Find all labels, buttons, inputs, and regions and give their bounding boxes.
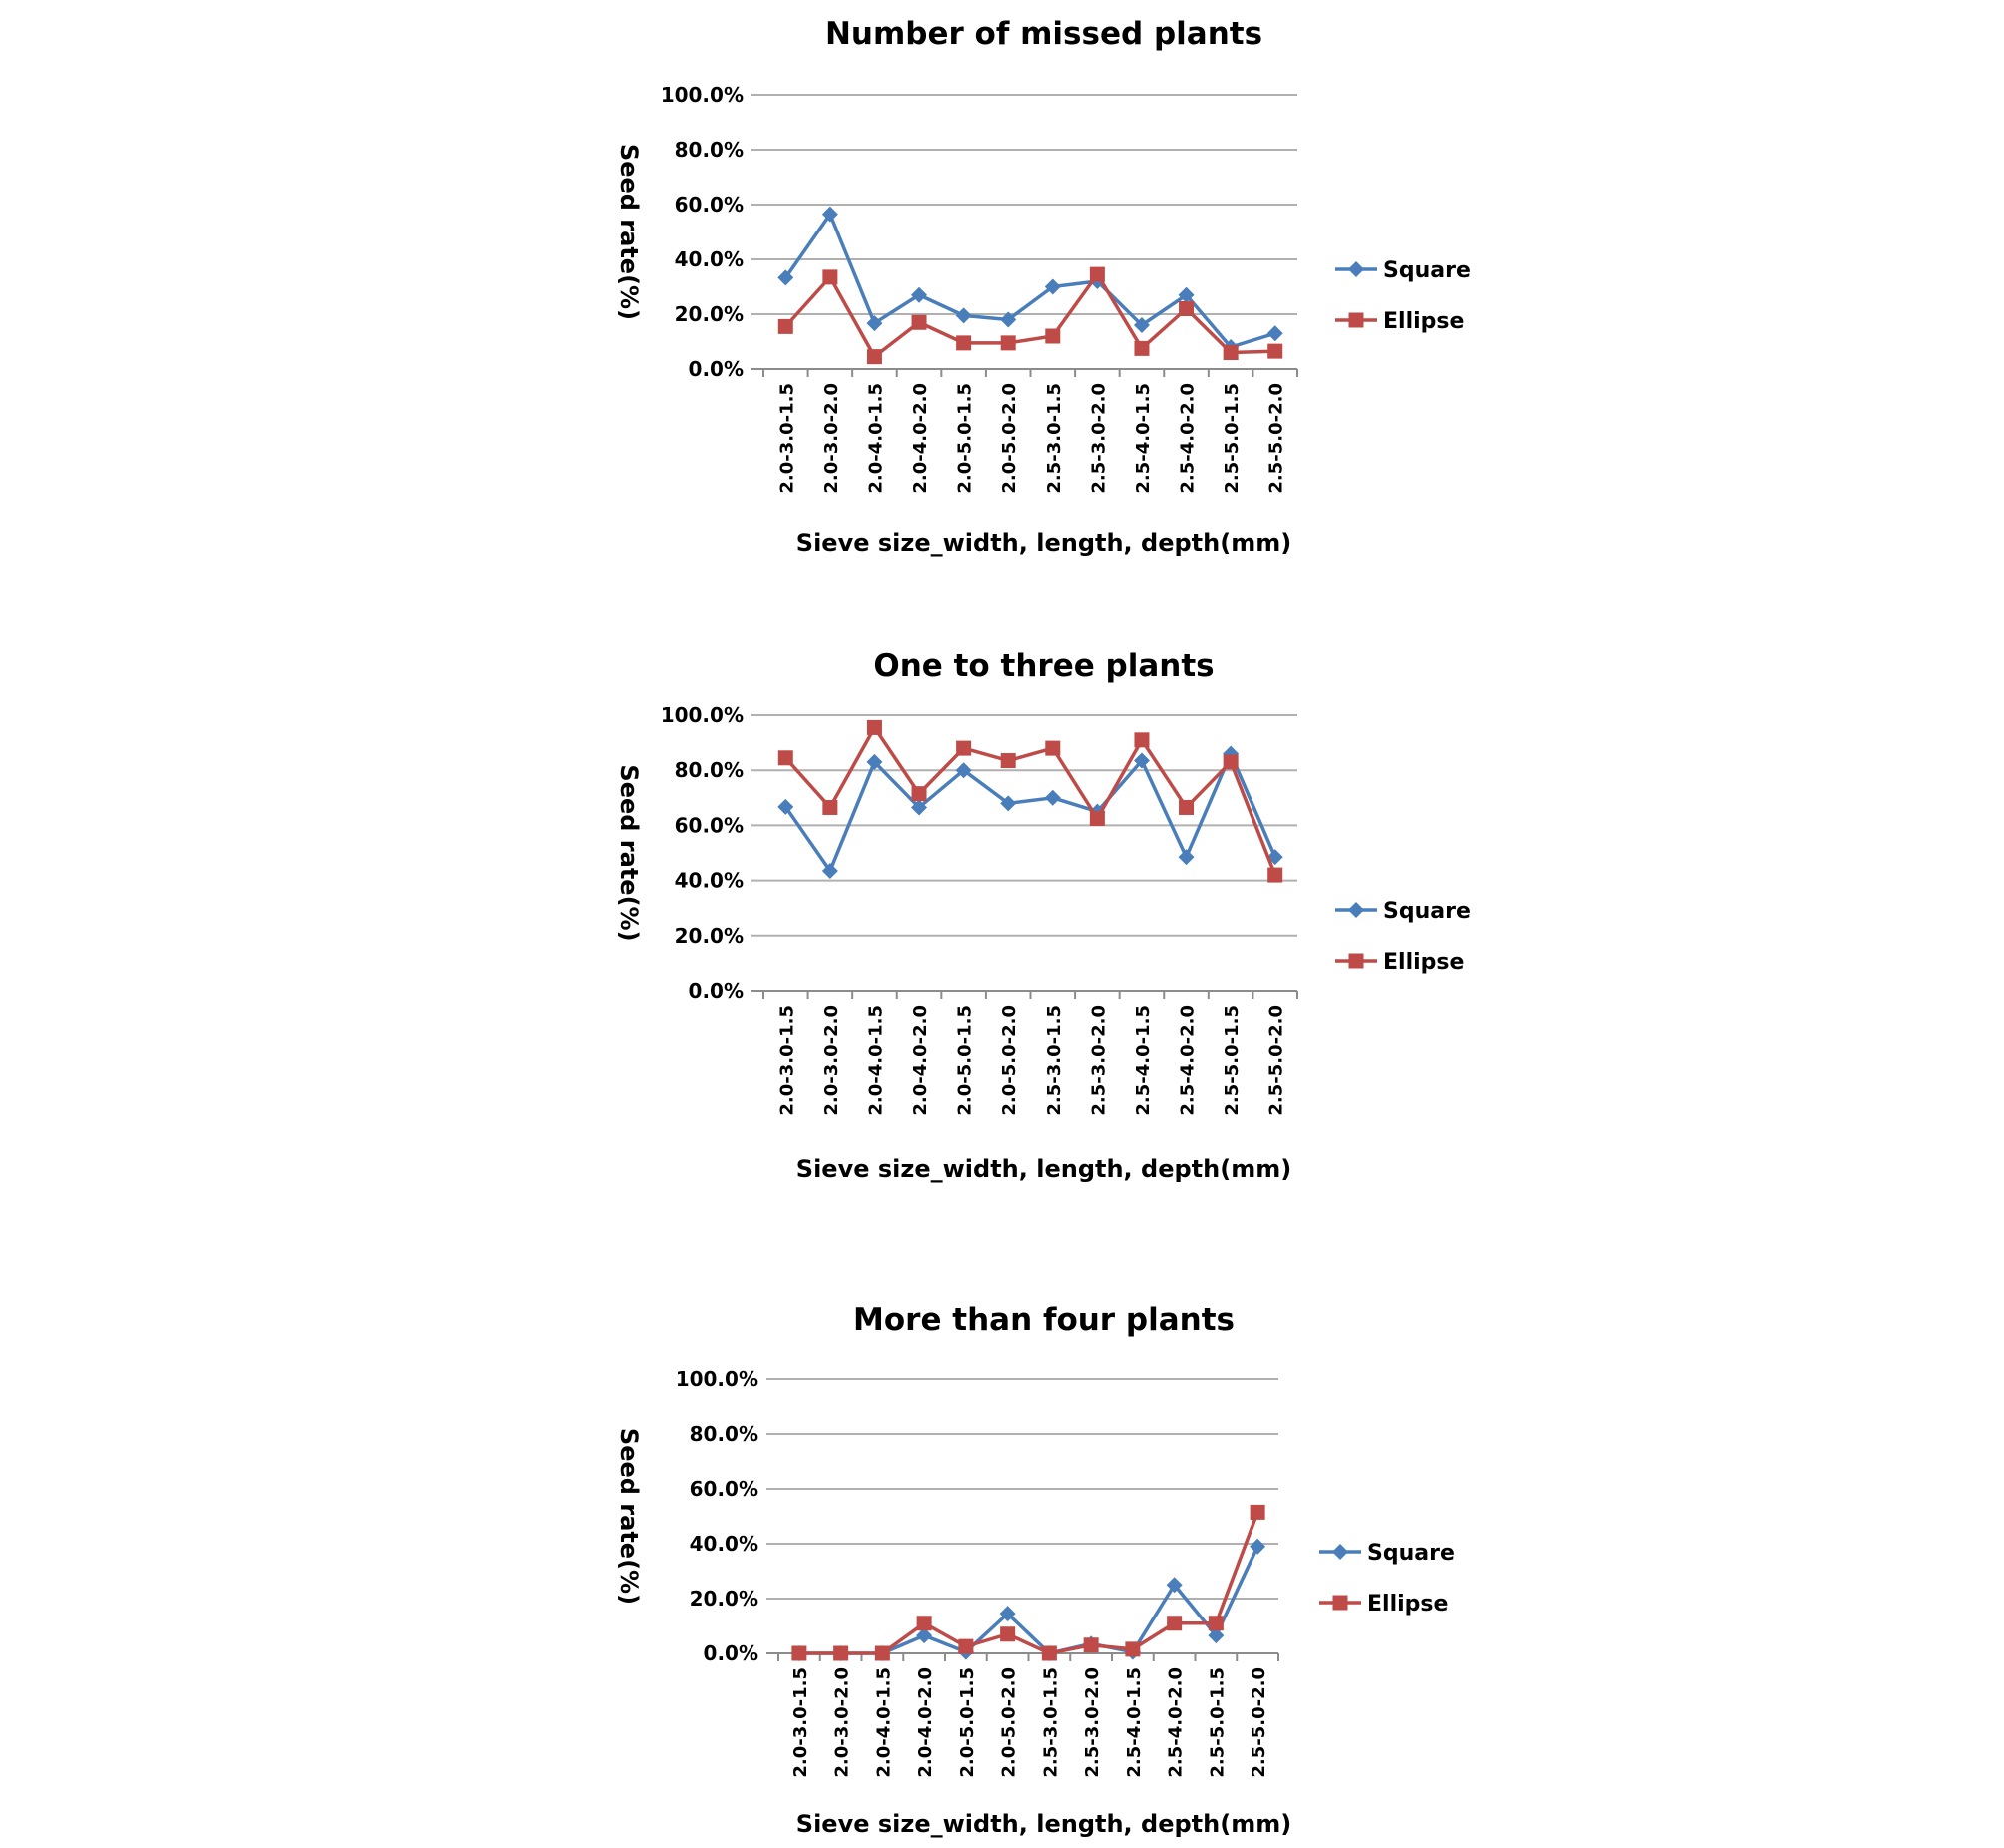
x-tick-label: 2.0-5.0-2.0 bbox=[998, 1667, 1020, 1778]
legend-marker-square bbox=[1348, 902, 1364, 918]
data-point-ellipse bbox=[1224, 345, 1239, 360]
chart-title: More than four plants bbox=[853, 1302, 1235, 1338]
x-tick-label: 2.0-3.0-1.5 bbox=[776, 1005, 798, 1116]
x-tick-label: 2.0-3.0-2.0 bbox=[820, 1005, 842, 1116]
x-tick-label: 2.0-5.0-2.0 bbox=[999, 1004, 1021, 1116]
y-tick-label: 100.0% bbox=[660, 83, 744, 107]
data-point-ellipse bbox=[1042, 1646, 1057, 1661]
data-point-ellipse bbox=[1209, 1616, 1224, 1630]
x-tick-label: 2.0-4.0-1.5 bbox=[873, 1667, 895, 1778]
chart-title: One to three plants bbox=[873, 648, 1215, 684]
y-tick-label: 100.0% bbox=[660, 703, 744, 727]
data-point-ellipse bbox=[1224, 754, 1239, 769]
data-point-ellipse bbox=[1001, 753, 1016, 768]
x-tick-label: 2.5-3.0-2.0 bbox=[1088, 1005, 1110, 1116]
data-point-ellipse bbox=[1084, 1637, 1099, 1652]
x-tick-label: 2.5-4.0-2.0 bbox=[1177, 383, 1199, 494]
x-axis-title: Sieve size_width, length, depth(mm) bbox=[795, 1155, 1292, 1183]
data-point-ellipse bbox=[1090, 267, 1105, 282]
x-tick-label: 2.0-3.0-2.0 bbox=[831, 1667, 853, 1778]
data-point-ellipse bbox=[1179, 301, 1194, 316]
x-axis-title: Sieve size_width, length, depth(mm) bbox=[795, 529, 1292, 557]
legend-label-ellipse: Ellipse bbox=[1383, 309, 1465, 334]
y-tick-label: 20.0% bbox=[689, 1587, 758, 1611]
x-tick-label: 2.5-4.0-2.0 bbox=[1165, 1667, 1187, 1778]
x-tick-label: 2.5-5.0-1.5 bbox=[1222, 383, 1244, 494]
x-tick-label: 2.5-4.0-2.0 bbox=[1177, 1005, 1199, 1116]
data-point-ellipse bbox=[917, 1616, 932, 1630]
legend-label-square: Square bbox=[1367, 1541, 1455, 1566]
x-tick-label: 2.5-5.0-2.0 bbox=[1249, 1667, 1270, 1778]
data-point-ellipse bbox=[1000, 1626, 1015, 1641]
data-point-ellipse bbox=[912, 786, 927, 801]
series-line-square bbox=[799, 1547, 1257, 1653]
data-point-ellipse bbox=[912, 315, 927, 330]
data-point-square bbox=[1179, 849, 1195, 865]
x-tick-label: 2.0-3.0-1.5 bbox=[789, 1667, 811, 1778]
data-point-ellipse bbox=[778, 750, 793, 765]
y-tick-label: 0.0% bbox=[688, 357, 744, 381]
data-point-square bbox=[956, 307, 972, 323]
more-than-four-plants-chart bbox=[0, 1231, 2004, 1847]
data-point-ellipse bbox=[1090, 811, 1105, 826]
x-tick-label: 2.5-3.0-1.5 bbox=[1040, 1667, 1062, 1778]
x-tick-label: 2.5-4.0-1.5 bbox=[1132, 1005, 1154, 1116]
x-tick-label: 2.0-5.0-1.5 bbox=[956, 1667, 978, 1778]
legend-marker-ellipse bbox=[1349, 313, 1364, 328]
y-tick-label: 40.0% bbox=[674, 247, 744, 271]
data-point-square bbox=[1250, 1539, 1265, 1555]
x-tick-label: 2.5-5.0-1.5 bbox=[1207, 1667, 1229, 1778]
x-tick-label: 2.5-3.0-2.0 bbox=[1088, 383, 1110, 494]
data-point-ellipse bbox=[1167, 1616, 1182, 1630]
y-tick-label: 40.0% bbox=[674, 868, 744, 893]
y-tick-label: 60.0% bbox=[674, 813, 744, 838]
data-point-ellipse bbox=[956, 335, 971, 350]
one-to-three-plants-chart bbox=[0, 616, 2004, 1231]
x-tick-label: 2.5-4.0-1.5 bbox=[1132, 383, 1154, 494]
y-axis-title: Seed rate(%) bbox=[615, 1427, 643, 1606]
x-tick-label: 2.0-4.0-2.0 bbox=[910, 383, 932, 494]
x-tick-label: 2.5-5.0-2.0 bbox=[1265, 383, 1287, 494]
y-tick-label: 40.0% bbox=[689, 1532, 758, 1556]
x-tick-label: 2.5-5.0-1.5 bbox=[1222, 1005, 1244, 1116]
x-tick-label: 2.5-5.0-2.0 bbox=[1265, 1005, 1287, 1116]
x-axis-title: Sieve size_width, length, depth(mm) bbox=[795, 1810, 1292, 1838]
data-point-ellipse bbox=[822, 269, 837, 284]
data-point-ellipse bbox=[956, 741, 971, 756]
y-tick-label: 60.0% bbox=[674, 193, 744, 217]
y-tick-label: 80.0% bbox=[674, 758, 744, 783]
data-point-square bbox=[1045, 790, 1061, 806]
data-point-ellipse bbox=[822, 800, 837, 815]
data-point-ellipse bbox=[875, 1646, 890, 1661]
x-tick-label: 2.0-4.0-1.5 bbox=[865, 383, 887, 494]
x-tick-label: 2.5-3.0-2.0 bbox=[1082, 1667, 1104, 1778]
y-tick-label: 0.0% bbox=[688, 979, 744, 1003]
y-axis-title: Seed rate(%) bbox=[615, 143, 643, 321]
data-point-ellipse bbox=[1134, 341, 1149, 356]
data-point-ellipse bbox=[867, 349, 882, 364]
data-point-ellipse bbox=[958, 1639, 973, 1654]
y-tick-label: 80.0% bbox=[674, 138, 744, 162]
x-tick-label: 2.5-3.0-1.5 bbox=[1043, 1005, 1065, 1116]
x-tick-label: 2.5-3.0-1.5 bbox=[1043, 383, 1065, 494]
data-point-ellipse bbox=[1267, 344, 1282, 359]
data-point-square bbox=[1267, 325, 1283, 341]
data-point-ellipse bbox=[1251, 1505, 1265, 1520]
x-tick-label: 2.0-4.0-2.0 bbox=[910, 1005, 932, 1116]
x-tick-label: 2.0-4.0-2.0 bbox=[915, 1667, 937, 1778]
x-tick-label: 2.0-5.0-1.5 bbox=[954, 383, 976, 494]
x-tick-label: 2.5-4.0-1.5 bbox=[1123, 1667, 1145, 1778]
chart-title: Number of missed plants bbox=[824, 16, 1263, 52]
data-point-ellipse bbox=[1001, 335, 1016, 350]
data-point-ellipse bbox=[778, 319, 793, 334]
data-point-ellipse bbox=[1267, 868, 1282, 883]
y-tick-label: 100.0% bbox=[675, 1367, 758, 1391]
y-tick-label: 20.0% bbox=[674, 923, 744, 948]
x-tick-label: 2.0-4.0-1.5 bbox=[865, 1005, 887, 1116]
legend-label-ellipse: Ellipse bbox=[1383, 950, 1465, 975]
legend-marker-square bbox=[1332, 1544, 1348, 1560]
x-tick-label: 2.0-3.0-1.5 bbox=[776, 383, 798, 494]
data-point-ellipse bbox=[867, 720, 882, 735]
legend-label-square: Square bbox=[1383, 258, 1471, 283]
data-point-ellipse bbox=[1045, 741, 1060, 756]
legend-marker-square bbox=[1348, 261, 1364, 277]
y-tick-label: 80.0% bbox=[689, 1422, 758, 1446]
y-tick-label: 20.0% bbox=[674, 302, 744, 326]
data-point-ellipse bbox=[791, 1646, 806, 1661]
y-tick-label: 60.0% bbox=[689, 1477, 758, 1501]
legend-marker-ellipse bbox=[1349, 954, 1364, 969]
data-point-ellipse bbox=[833, 1646, 848, 1661]
data-point-ellipse bbox=[1134, 732, 1149, 747]
y-tick-label: 0.0% bbox=[703, 1641, 758, 1665]
x-tick-label: 2.0-5.0-2.0 bbox=[999, 382, 1021, 494]
x-tick-label: 2.0-3.0-2.0 bbox=[820, 383, 842, 494]
data-point-ellipse bbox=[1179, 800, 1194, 815]
data-point-ellipse bbox=[1045, 329, 1060, 344]
legend-label-square: Square bbox=[1383, 899, 1471, 924]
missed-plants-chart bbox=[0, 0, 2004, 616]
data-point-ellipse bbox=[1125, 1641, 1140, 1656]
legend-marker-ellipse bbox=[1333, 1596, 1348, 1611]
series-line-square bbox=[785, 754, 1274, 871]
y-axis-title: Seed rate(%) bbox=[615, 764, 643, 942]
x-tick-label: 2.0-5.0-1.5 bbox=[954, 1005, 976, 1116]
legend-label-ellipse: Ellipse bbox=[1367, 1592, 1449, 1617]
